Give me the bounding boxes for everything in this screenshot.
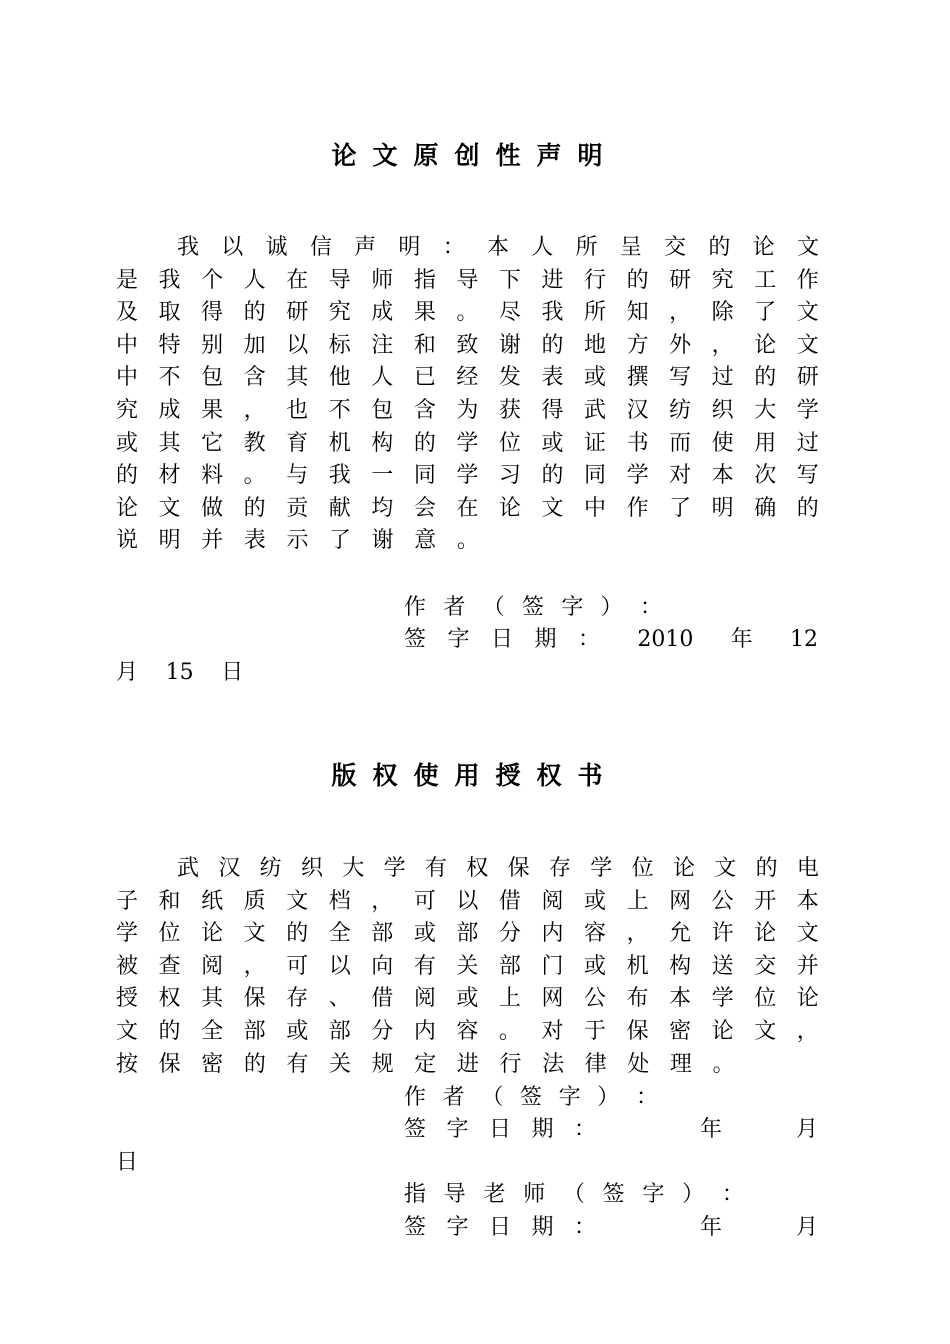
text-line: 中 不 包 含 其 他 人 已 经 发 表 或 撰 写 过 的 研 <box>116 365 819 391</box>
text-line: 究 成 果 ， 也 不 包 含 为 获 得 武 汉 纺 织 大 学 <box>116 397 819 423</box>
author-signature-line: 作 者 （ 签 字 ） ： <box>404 595 662 620</box>
text-line: 被 查 阅 ， 可 以 向 有 关 部 门 或 机 构 送 交 并 <box>116 953 819 979</box>
year-unit: 年 <box>730 627 753 652</box>
advisor-signing-date-line <box>404 1212 818 1245</box>
text-line: 学 位 论 文 的 全 部 或 部 分 内 容 ， 允 许 论 文 <box>116 921 819 947</box>
sign-date-label: 签 字 日 期 ： <box>404 1117 596 1142</box>
text-line: 的 材 料 。 与 我 一 同 学 习 的 同 学 对 本 次 写 <box>116 463 819 489</box>
signing-date-continuation <box>116 657 264 690</box>
month-unit: 月 <box>116 660 139 685</box>
year-unit: 年 <box>699 1215 722 1240</box>
author-signature-line: 作 者 （ 签 字 ） ： <box>404 1085 658 1110</box>
text-line: 中 特 别 加 以 标 注 和 致 谢 的 地 方 外 ， 论 文 <box>116 332 819 358</box>
month-unit: 月 <box>795 1117 818 1142</box>
text-line: 或 其 它 教 育 机 构 的 学 位 或 证 书 而 使 用 过 <box>116 430 819 456</box>
text-line: 文 的 全 部 或 部 分 内 容 。 对 于 保 密 论 文 ， <box>116 1018 819 1044</box>
text-line: 授 权 其 保 存 、 借 阅 或 上 网 公 布 本 学 位 论 <box>116 986 819 1012</box>
text-line: 按 保 密 的 有 关 规 定 进 行 法 律 处 理 。 <box>116 1051 735 1077</box>
signing-date-line <box>404 624 818 657</box>
year-unit: 年 <box>699 1117 722 1142</box>
text-line: 子 和 纸 质 文 档 ， 可 以 借 阅 或 上 网 公 开 本 <box>116 888 819 914</box>
advisor-date-label: 签 字 日 期 ： <box>404 1215 596 1240</box>
text-line: 说 明 并 表 示 了 谢 意 。 <box>116 528 479 554</box>
copyright-title: 版权使用授权书 <box>331 761 619 790</box>
originality-body <box>116 232 819 558</box>
text-line: 武 汉 纺 织 大 学 有 权 保 存 学 位 论 文 的 电 <box>177 856 819 881</box>
text-line: 我 以 诚 信 声 明 ： 本 人 所 呈 交 的 论 文 <box>177 235 819 260</box>
advisor-signature-line: 指 导 老 师 （ 签 字 ） ： <box>404 1182 744 1207</box>
copyright-body <box>116 853 819 1081</box>
originality-title: 论文原创性声明 <box>331 141 619 170</box>
day-unit: 日 <box>221 660 244 685</box>
day-unit: 日 <box>116 1150 139 1175</box>
day-value: 15 <box>165 660 194 685</box>
month-value: 12 <box>790 627 818 652</box>
text-line: 论 文 做 的 贡 献 均 会 在 论 文 中 作 了 明 确 的 <box>116 495 819 521</box>
text-line: 是 我 个 人 在 导 师 指 导 下 进 行 的 研 究 工 作 <box>116 267 819 293</box>
sign-date-label: 签 字 日 期 ： <box>404 627 600 652</box>
month-unit: 月 <box>795 1215 818 1240</box>
text-line: 及 取 得 的 研 究 成 果 。 尽 我 所 知 ， 除 了 文 <box>116 300 819 326</box>
year-value: 2010 <box>637 627 694 652</box>
signing-date-line <box>404 1114 818 1147</box>
